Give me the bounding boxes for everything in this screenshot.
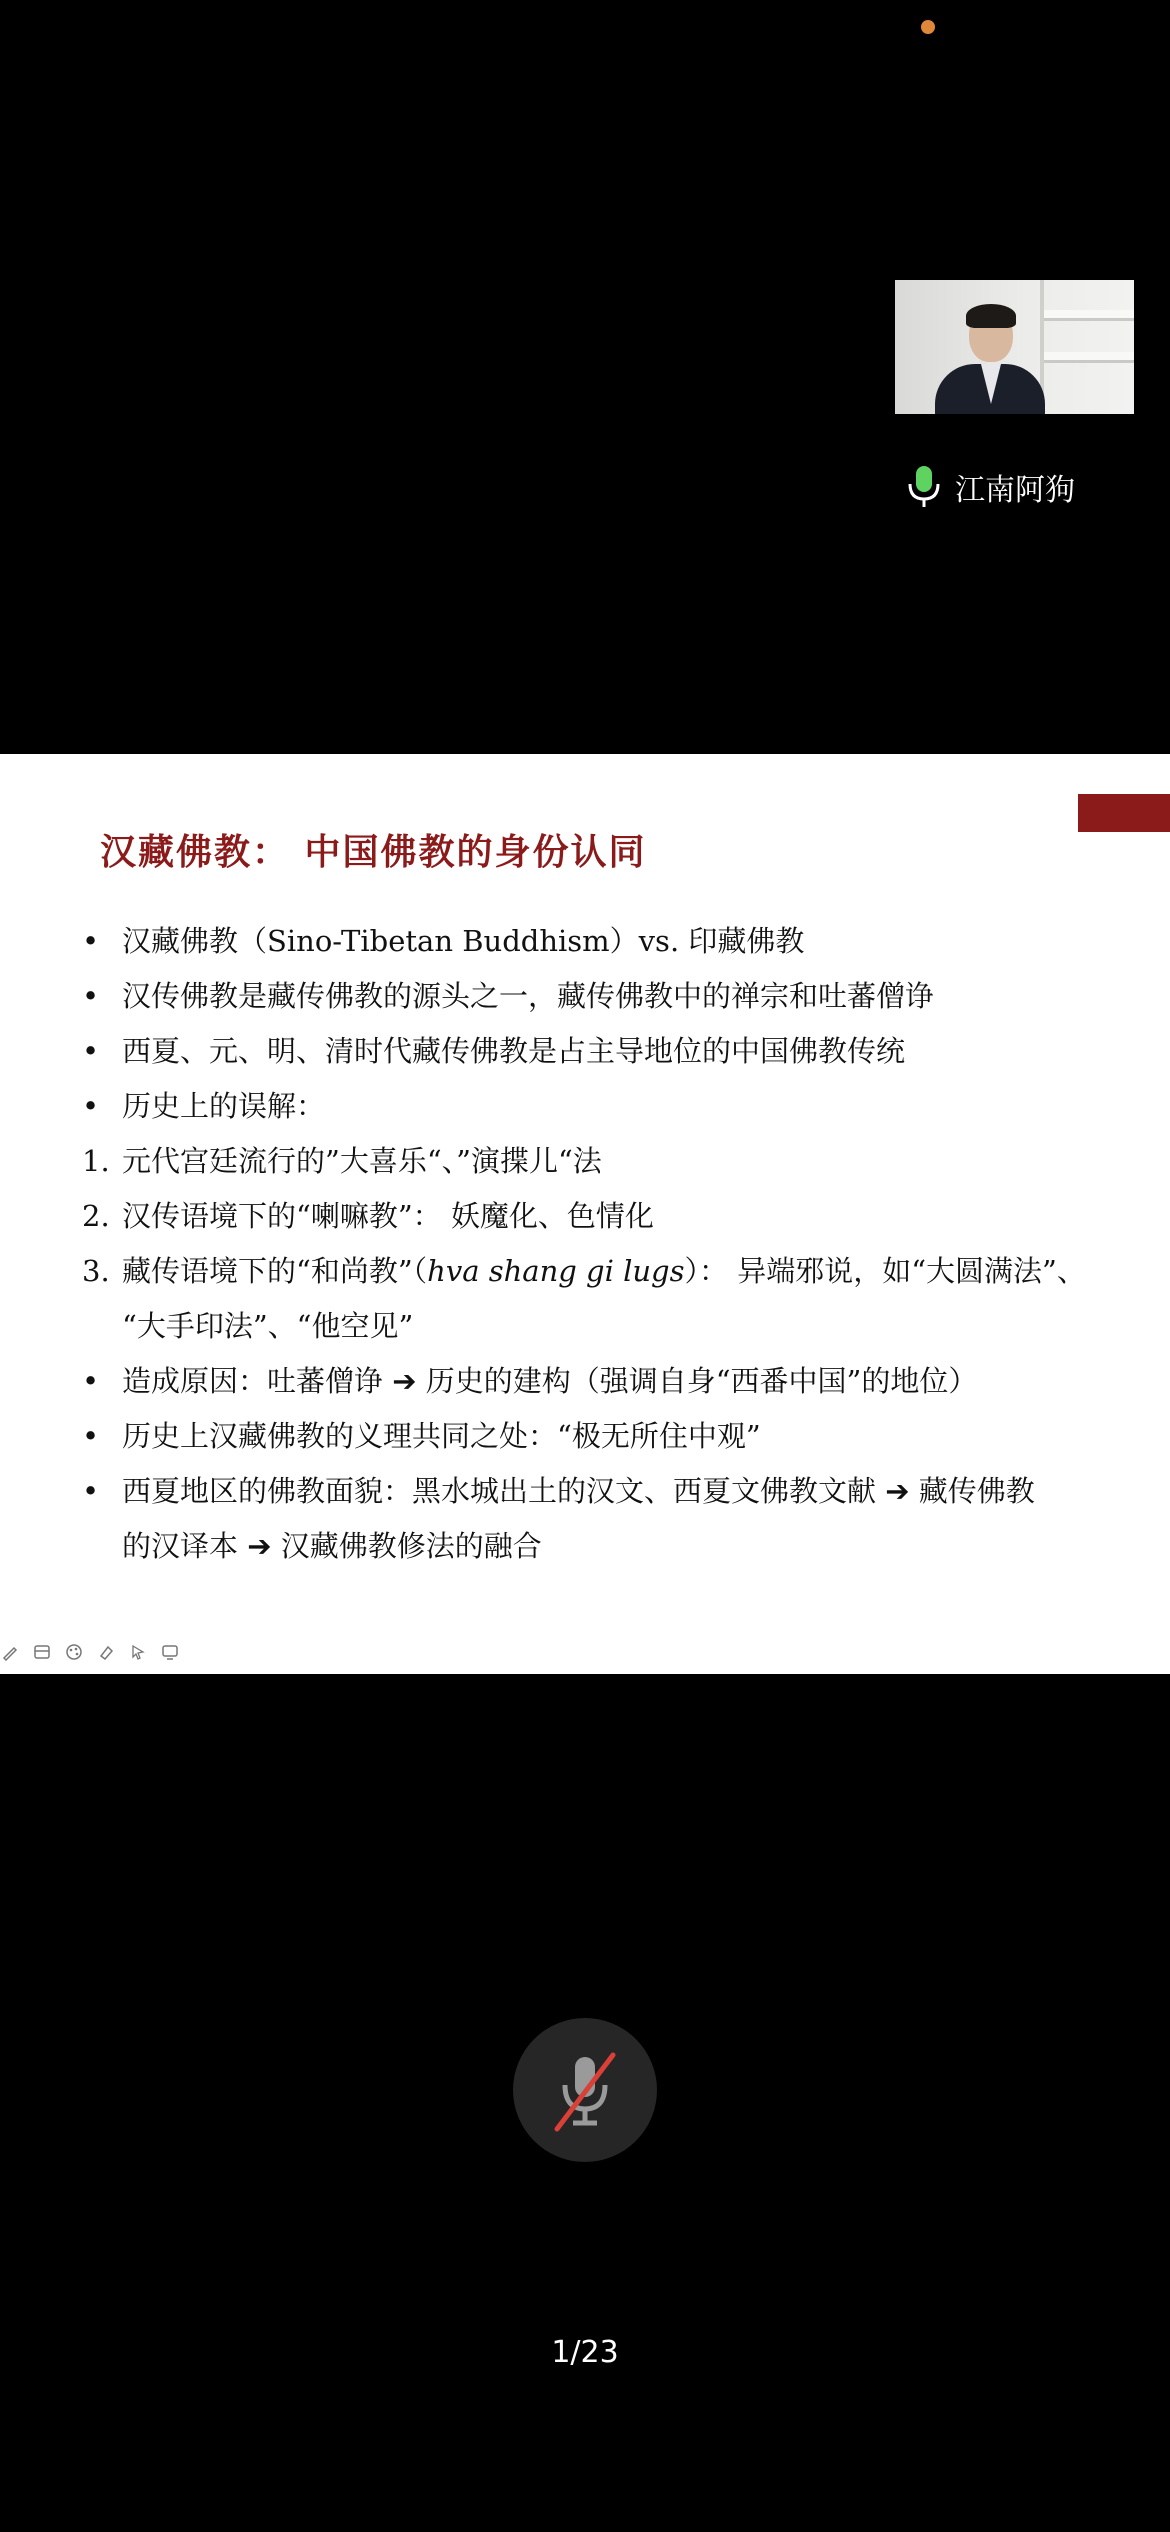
recording-indicator-dot [921,20,935,34]
slide-bullet-list [0,914,1170,1574]
slide-accent-bar [1078,794,1170,832]
list-item [0,1189,1170,1244]
participant-name: 江南阿狗 [955,473,1075,508]
bullet-text: 的汉译本 ➔ 汉藏佛教修法的融合 [122,1529,542,1563]
bullet-text: 元代宫廷流行的”大喜乐“、”演揲儿“法 [122,1144,602,1178]
bullet-text: 西夏地区的佛教面貌：黑水城出土的汉文、西夏文佛教文献 ➔ 藏传佛教 [122,1474,1035,1508]
bullet-marker: • [82,1419,100,1453]
list-item-continuation [0,1299,1170,1354]
list-item [0,914,1170,969]
number-marker: 3. [82,1254,110,1288]
bullet-text: 历史上的误解： [122,1089,326,1123]
list-item [0,1354,1170,1409]
transliteration-text: hva shang gi lugs [427,1254,685,1288]
bullet-marker: • [82,1474,100,1508]
list-item [0,1464,1170,1519]
page-indicator: 1/23 [551,2335,619,2370]
bullet-text: “大手印法”、“他空见” [122,1309,414,1343]
screen-icon[interactable] [160,1642,180,1662]
bullet-marker: • [82,979,100,1013]
number-marker: 2. [82,1199,110,1233]
layout-icon[interactable] [32,1642,52,1662]
mic-icon [905,464,943,510]
mic-muted-icon [545,2045,625,2135]
list-item-continuation [0,1519,1170,1574]
pen-icon[interactable] [0,1642,20,1662]
mute-toggle-button[interactable] [513,2018,657,2162]
annotation-toolbar [0,1642,180,1662]
slide-title: 汉藏佛教： 中国佛教的身份认同 [100,831,647,873]
participant-video-tile[interactable] [895,280,1134,414]
list-item [0,1244,1170,1299]
participant-figure [935,308,1045,414]
bullet-text: 汉传语境下的“喇嘛教”： 妖魔化、色情化 [122,1199,654,1233]
bullet-text: 汉传佛教是藏传佛教的源头之一，藏传佛教中的禅宗和吐蕃僧诤 [122,979,935,1013]
bullet-text-part: 藏传语境下的“和尚教”（ [122,1254,428,1288]
list-item [0,1079,1170,1134]
bullet-marker: • [82,1364,100,1398]
bullet-text: 造成原因：吐蕃僧诤 ➔ 历史的建构（强调自身“西番中国”的地位） [122,1364,978,1398]
bullet-text: 历史上汉藏佛教的义理共同之处：“极无所住中观” [122,1419,761,1453]
pointer-icon[interactable] [128,1642,148,1662]
participant-label [905,462,1075,512]
palette-icon[interactable] [64,1642,84,1662]
bullet-marker: • [82,1089,100,1123]
background-shelf [1044,352,1134,363]
list-item [0,1024,1170,1079]
bullet-text: 汉藏佛教（Sino-Tibetan Buddhism）vs. 印藏佛教 [122,924,805,958]
number-marker: 1. [82,1144,110,1178]
bullet-text [122,1244,1086,1299]
bullet-marker: • [82,1034,100,1068]
list-item [0,1409,1170,1464]
background-shelf [1044,310,1134,321]
eraser-icon[interactable] [96,1642,116,1662]
list-item [0,1134,1170,1189]
shared-slide[interactable] [0,754,1170,1674]
list-item [0,969,1170,1024]
bullet-text: 西夏、元、明、清时代藏传佛教是占主导地位的中国佛教传统 [122,1034,906,1068]
bullet-marker: • [82,924,100,958]
bullet-text-part: ）： 异端邪说，如“大圆满法”、 [684,1254,1086,1288]
